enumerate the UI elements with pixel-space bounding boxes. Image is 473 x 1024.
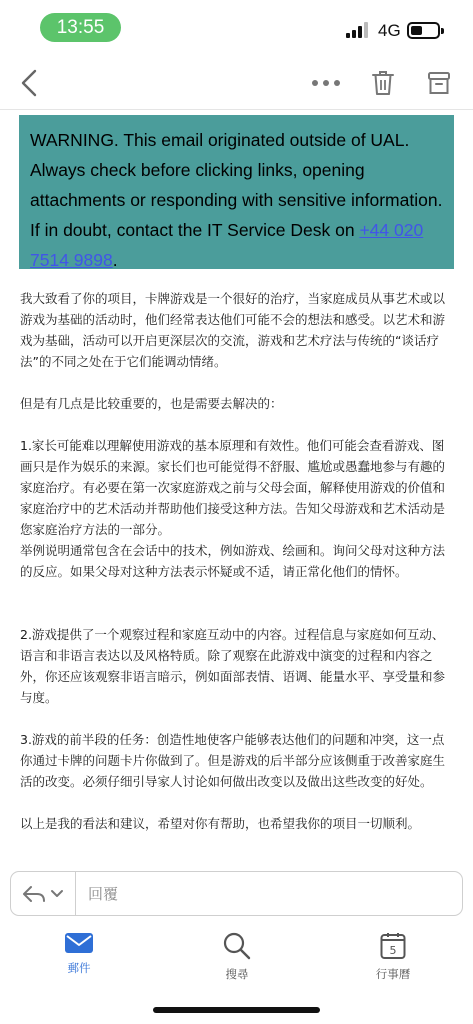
archive-button[interactable] — [426, 66, 452, 100]
mail-toolbar — [0, 56, 473, 110]
tab-search-label: 搜尋 — [225, 967, 249, 981]
delete-button[interactable] — [369, 66, 397, 100]
tab-calendar-label: 行事曆 — [375, 967, 411, 981]
email-body-text: 我大致看了你的项目，卡牌游戏是一个很好的治疗，当家庭成员从事艺术或以游戏为基础的活动时，他们经常表达他们可能不会的想法和感受。以艺术和游戏为基础，活动可以开启更深层次的交流，游戏和艺术疗法与传统的“谈话疗法”的不同之处在于它们能调动情绪。 但是有几点是比较重要的，也是需要去解决的： 1.家长可能难以理解使用游戏的基本原理和有效性。他们可能会查看游戏、图画只是作为娱乐的来源。家长们也可能觉得不舒服、尴尬或愚蠢地参与有趣的家庭治疗。有必要在第一次家庭游戏之前与父母会面，解释使用游戏的价值和家庭治疗中的艺术活动并帮助他们接受这种方法。告知父母游戏和艺术活动是您家庭治疗方法的一部分。 举例说明通常包含在会话中的技术，例如游戏、绘画和。询问父母对这种方法的反应。如果父母对这种方法表示怀疑或不适，请正常化他们的情怀。 2.游戏提供了一个观察过程和家庭互动中的内容。过程信息与家庭如何互动、语言和非语言表达以及风格特质。除了观察在此游戏中演变的过程和内容之外，你还应该观察非语言暗示，例如面部表情、语调、能量水平、享受量和参与度。 3.游戏的前半段的任务：创造性地使客户能够表达他们的问题和冲突，这一点你通过卡牌的问题卡片你做到了。但是游戏的后半部分应该侧重于改善家庭生活的改变。必须仔细引导家人讨论如何做出改变以及做出这些改变的好处。 以上是我的看法和建议，希望对你有帮助，也希望我你的项目一切顺利。 — [20, 291, 446, 831]
more-icon — [311, 79, 341, 87]
tab-bar — [0, 924, 473, 994]
search-icon — [223, 932, 251, 960]
status-bar — [0, 0, 473, 56]
calendar-day: 5 — [389, 944, 397, 957]
reply-options-button[interactable] — [11, 872, 76, 915]
tab-search[interactable] — [192, 932, 282, 982]
tab-mail[interactable] — [34, 932, 124, 976]
calendar-icon — [380, 932, 406, 960]
more-button[interactable] — [310, 66, 342, 100]
battery-icon — [407, 22, 440, 39]
network-type: 4G — [378, 21, 401, 40]
reply-input[interactable]: 回覆 — [88, 885, 119, 903]
cellular-signal-icon — [346, 22, 372, 38]
external-email-warning — [19, 115, 454, 269]
tab-mail-label: 郵件 — [67, 961, 91, 975]
it-service-phone-link[interactable]: +44 020 7514 9898 — [30, 220, 424, 270]
trash-icon — [371, 69, 395, 97]
reply-icon — [22, 885, 46, 903]
archive-icon — [427, 70, 451, 96]
warning-end: . — [112, 250, 118, 270]
status-time[interactable]: 13:55 — [40, 13, 121, 42]
warning-text: WARNING. This email originated outside of UAL. Always check before clicking links, opening attachments or responding with sensitive information. If in doubt, contact the IT Service Desk on — [30, 130, 443, 240]
chevron-down-icon — [50, 889, 64, 899]
back-button[interactable] — [14, 66, 44, 100]
reply-bar — [10, 871, 463, 916]
tab-calendar[interactable] — [348, 932, 438, 982]
chevron-left-icon — [19, 68, 39, 98]
home-indicator[interactable] — [153, 1007, 320, 1013]
mail-icon — [64, 932, 94, 954]
